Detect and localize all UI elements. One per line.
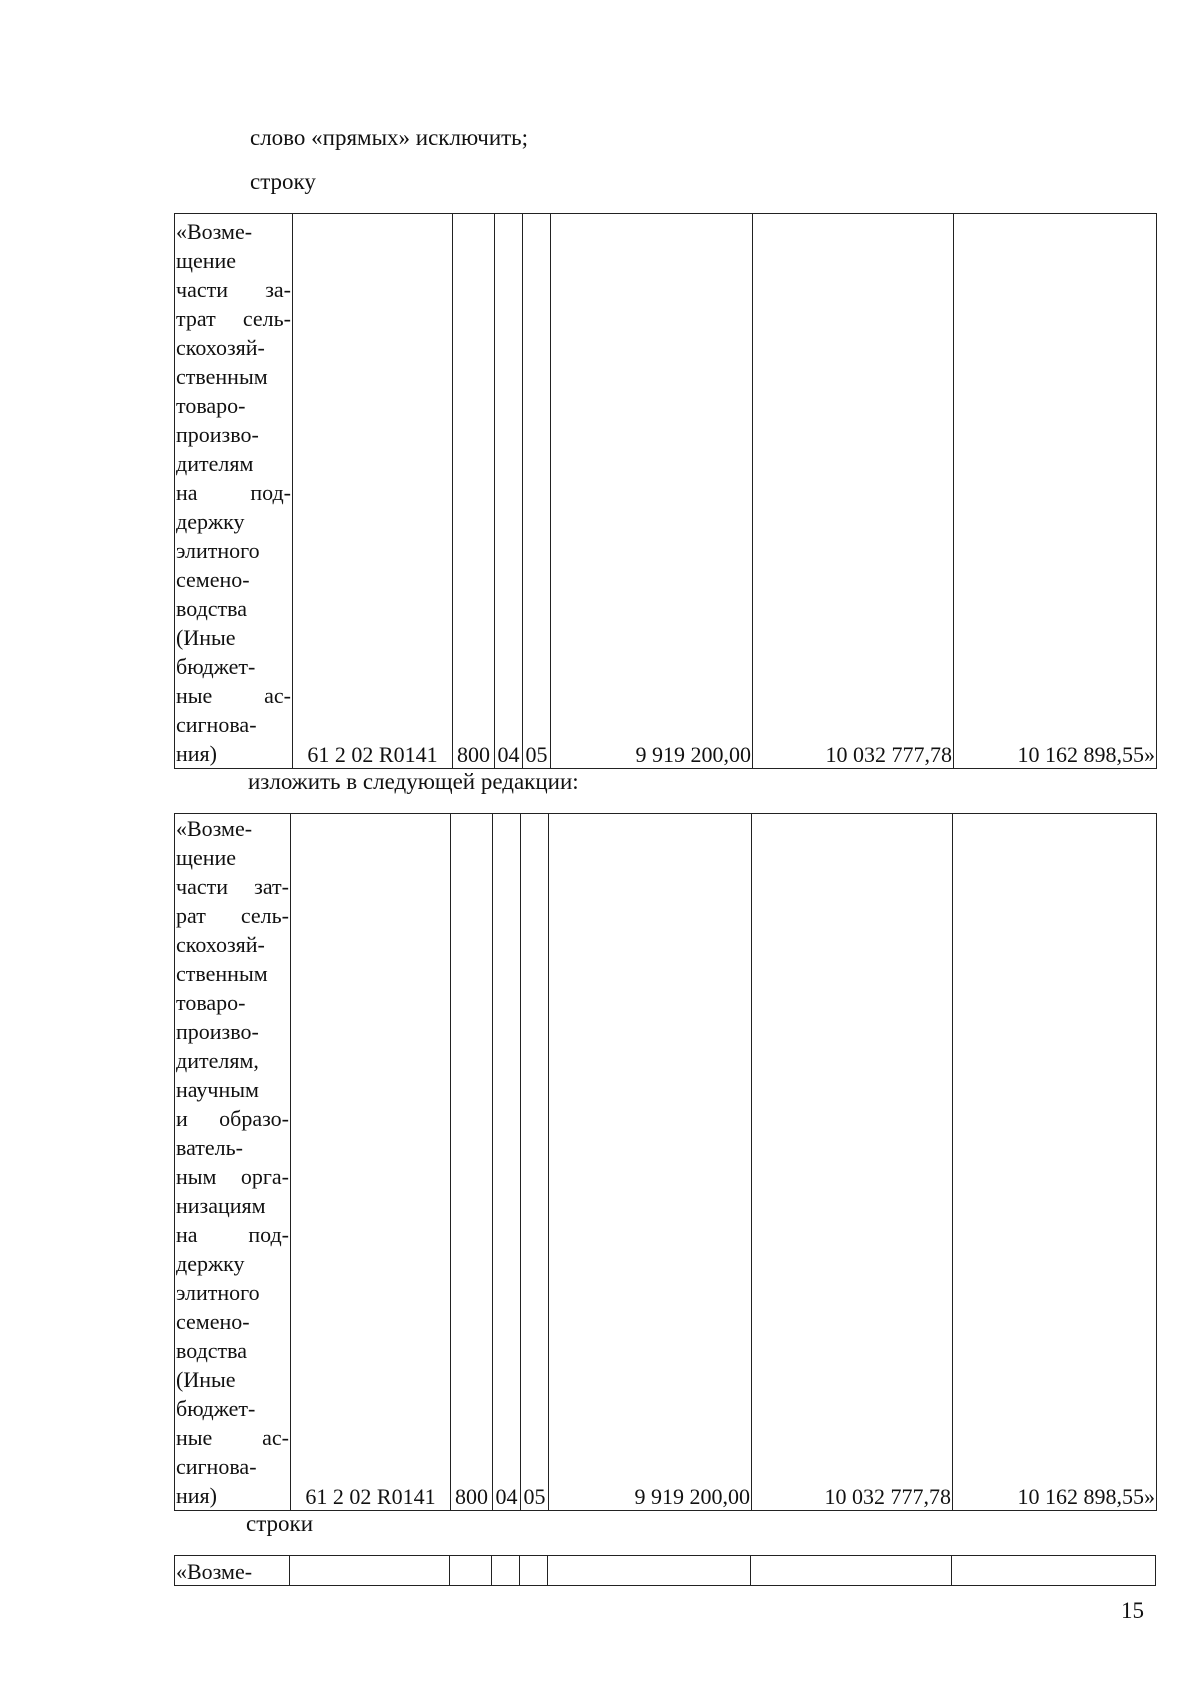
item-name-cell: [175, 814, 291, 1511]
expense-type-cell: 800: [453, 214, 495, 769]
item-name-line: ные ас-: [176, 1425, 289, 1450]
amount-year-1-cell: 9 919 200,00: [549, 814, 752, 1511]
table-row: [175, 1556, 1156, 1586]
item-name-text: [176, 217, 291, 768]
amount-year-1-cell: [548, 1556, 751, 1586]
item-name-line: произво-: [176, 1019, 259, 1044]
amount-year-3-cell: 10 162 898,55»: [954, 214, 1157, 769]
section-cell: 04: [495, 214, 523, 769]
amount-year-1-cell: 9 919 200,00: [551, 214, 753, 769]
item-name-line: на под-: [176, 480, 291, 505]
item-name-line: сигнова-: [176, 712, 257, 737]
budget-table-new: [174, 813, 1157, 1511]
item-name-line: трат сель-: [176, 306, 291, 331]
item-name-text: [176, 814, 289, 1510]
item-name-line: элитного: [176, 1280, 260, 1305]
expense-type-cell: 800: [451, 814, 493, 1511]
item-name-line: бюджет-: [176, 1396, 256, 1421]
item-name-line: товаро-: [176, 990, 246, 1015]
budget-table-next: [174, 1555, 1156, 1586]
expense-type-cell: [450, 1556, 492, 1586]
item-name-line: щение: [176, 248, 237, 273]
item-name-line: и образо-: [176, 1106, 289, 1131]
item-name-line: научным: [176, 1077, 259, 1102]
item-name-line: дителям,: [176, 1048, 259, 1073]
section-cell: 04: [493, 814, 521, 1511]
item-name-cell: «Возме-: [175, 1556, 290, 1586]
amount-year-2-cell: [751, 1556, 952, 1586]
item-name-line: (Иные: [176, 625, 236, 650]
page-number: 15: [1121, 1598, 1144, 1623]
intro-line-2: строку: [250, 169, 316, 194]
middle-line: изложить в следующей редакции:: [248, 769, 579, 794]
item-name-line: водства: [176, 596, 248, 621]
target-code-cell: [290, 1556, 450, 1586]
item-name-line: дителям: [176, 451, 254, 476]
item-name-line: товаро-: [176, 393, 246, 418]
amount-year-3-cell: [952, 1556, 1156, 1586]
budget-table-old: [174, 213, 1157, 769]
item-name-line: скохозяй-: [176, 932, 265, 957]
item-name-line: семено-: [176, 567, 250, 592]
item-name-line: сигнова-: [176, 1454, 257, 1479]
amount-year-2-cell: 10 032 777,78: [752, 814, 953, 1511]
item-name-line: низациям: [176, 1193, 266, 1218]
item-name-line: ния): [176, 741, 217, 766]
subsection-cell: [520, 1556, 548, 1586]
subsection-cell: 05: [521, 814, 549, 1511]
item-name-cell: [175, 214, 293, 769]
item-name-line: рат сель-: [176, 903, 289, 928]
item-name-line: ния): [176, 1483, 217, 1508]
item-name-line: держку: [176, 1251, 245, 1276]
table-row: [175, 814, 1157, 1511]
item-name-line: водства: [176, 1338, 248, 1363]
item-name-line: скохозяй-: [176, 335, 265, 360]
item-name-line: ным орга-: [176, 1164, 289, 1189]
item-name-line: ватель-: [176, 1135, 244, 1160]
item-name-line: произво-: [176, 422, 259, 447]
target-code-cell: 61 2 02 R0141: [291, 814, 451, 1511]
after-line: строки: [246, 1511, 314, 1536]
intro-line-1: слово «прямых» исключить;: [250, 125, 529, 150]
amount-year-2-cell: 10 032 777,78: [753, 214, 954, 769]
item-name-line: ные ас-: [176, 683, 291, 708]
item-name-line: элитного: [176, 538, 260, 563]
item-name-line: бюджет-: [176, 654, 256, 679]
amount-year-3-cell: 10 162 898,55»: [953, 814, 1157, 1511]
item-name-line: «Возме-: [176, 219, 253, 244]
item-name-line: «Возме-: [176, 816, 253, 841]
item-name-line: держку: [176, 509, 245, 534]
item-name-line: (Иные: [176, 1367, 236, 1392]
target-code-cell: 61 2 02 R0141: [293, 214, 453, 769]
section-cell: [492, 1556, 520, 1586]
table-row: [175, 214, 1157, 769]
item-name-line: на под-: [176, 1222, 289, 1247]
item-name-line: части за-: [176, 277, 291, 302]
item-name-line: щение: [176, 845, 237, 870]
item-name-line: части зат-: [176, 874, 289, 899]
item-name-line: ственным: [176, 961, 268, 986]
item-name-line: ственным: [176, 364, 268, 389]
subsection-cell: 05: [523, 214, 551, 769]
item-name-line: семено-: [176, 1309, 250, 1334]
